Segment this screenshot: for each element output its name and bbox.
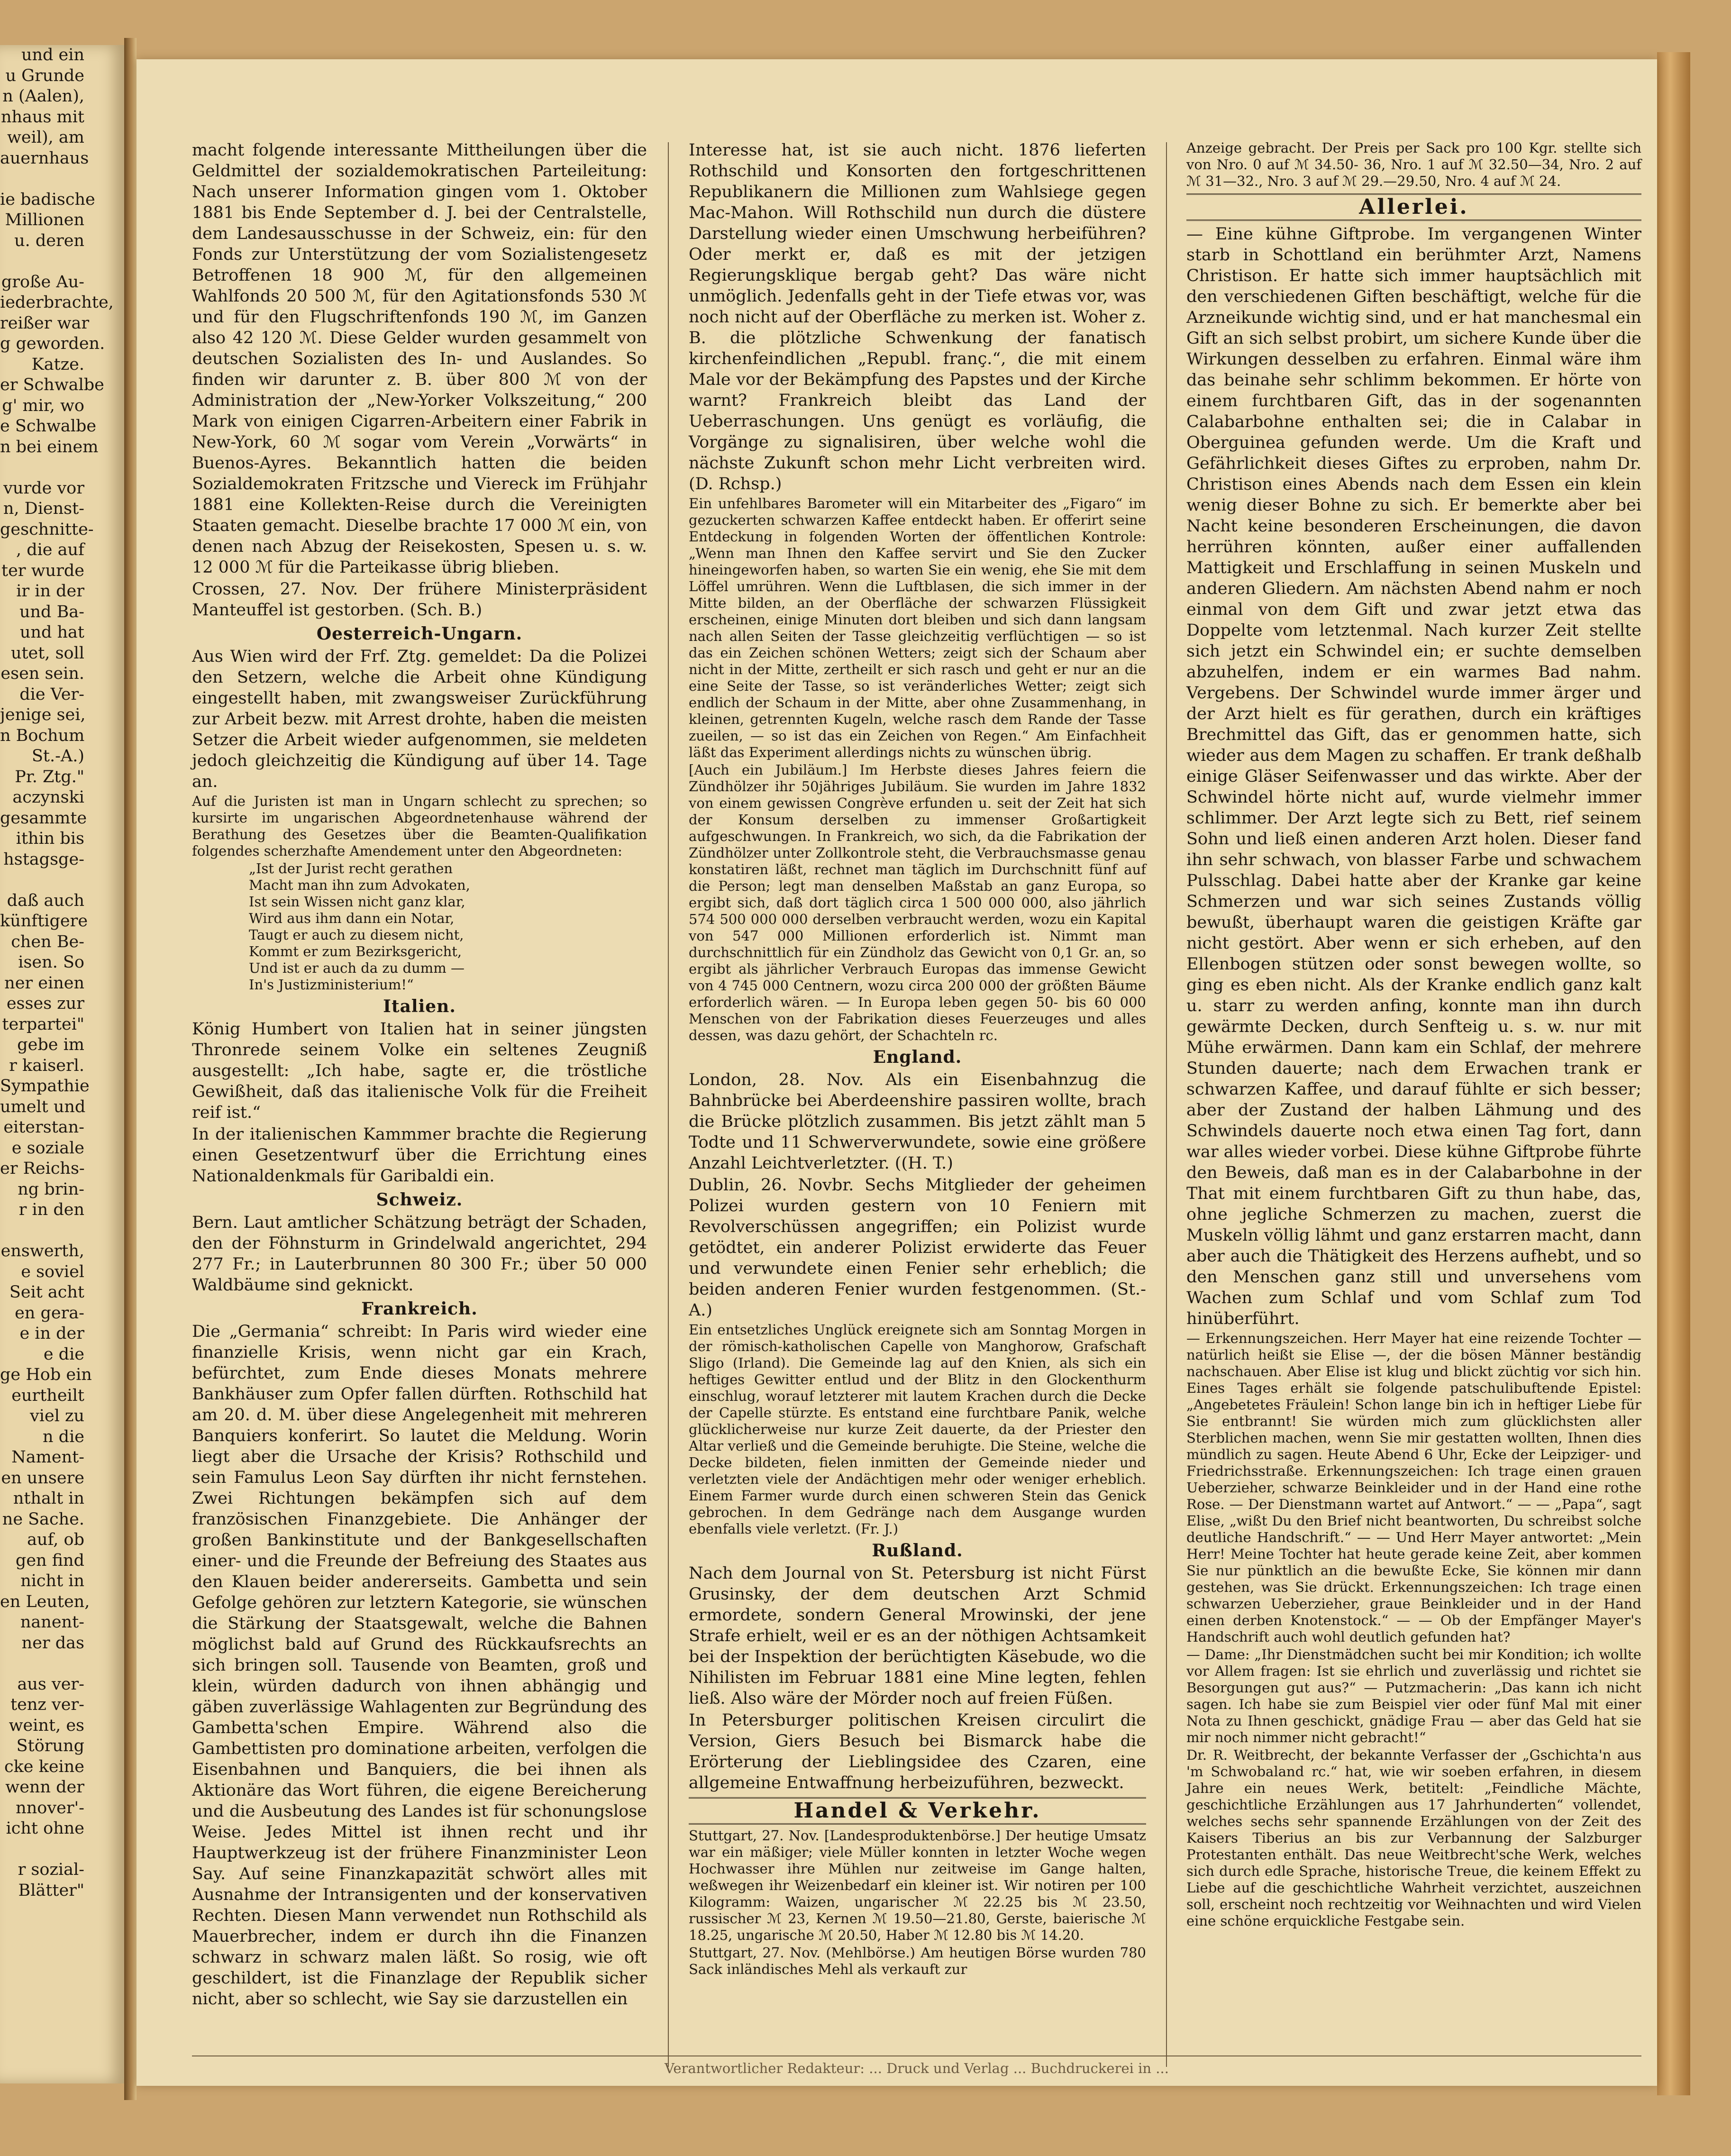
- left-page-line: [0, 1839, 124, 1860]
- article-milliner-joke: — Dame: „Ihr Dienstmädchen sucht bei mir Kondition; ich wollte vor Allem fragen: Ist sie ehrlich und zuverlässig und richtet sie Besorgungen gut aus?“ — Putzmacherin: „Das kann ich nicht sagen. Ich habe sie zum Beispiel vier oder fünf Mal mit einer Nota zu Ihnen geschickt, gnädige Frau — aber das Geld hat sie mir noch nimmer nicht gebracht!“: [1186, 1646, 1641, 1745]
- newspaper-page: [137, 59, 1657, 2086]
- left-page-line: ner das: [21, 1633, 84, 1653]
- left-page-line: weil), am: [7, 128, 84, 147]
- article-socialist-funds: macht folgende interessante Mittheilungen über die Geldmittel der sozialdemokratischen Parteileitung: Nach unserer Information gingen vom 1. Oktober 1881 bis Ende September d. J. bei der Centralstelle, dem Landesausschusse in der Schweiz, ein: für den Fonds zur Unterstützung der vom Sozialistengesetz Betroffenen 18 900 ℳ, für den allgemeinen Wahlfonds 20 500 ℳ, für den Agitationsfonds 530 ℳ und für den Flugschriftenfonds 190 ℳ, im Ganzen also 42 120 ℳ. Diese Gelder wurden gesammelt von deutschen Sozialisten des In- und Auslandes. So finden wir darunter z. B. über 800 ℳ von der Administration der „New-Yorker Volkszeitung,“ 200 Mark von einigen Cigarren-Arbeitern einer Fabrik in New-York, 60 ℳ sogar vom Verein „Vorwärts“ in Buenos-Ayres. Bekanntlich hatten die beiden Sozialdemokraten Fritzsche und Viereck im Frühjahr 1881 eine Kollekten-Reise durch die Vereinigten Staaten gemacht. Dieselbe brachte 17 000 ℳ ein, von denen nach Abzug der Reisekosten, Spesen u. s. w. 12 000 ℳ für die Parteikasse übrig blieben.: [192, 141, 647, 577]
- left-page-line: hstagsge-: [3, 850, 84, 869]
- column-rule: [1166, 142, 1167, 2067]
- left-page-line: nanent-: [20, 1613, 84, 1632]
- left-page-line: ir in der: [16, 582, 84, 601]
- article-flour-prices: Anzeige gebracht. Der Preis per Sack pro 100 Kgr. stellte sich von Nro. 0 auf ℳ 34.50- 36, Nro. 1 auf ℳ 32.50—34, Nro. 2 auf ℳ 31—32., Nro. 3 auf ℳ 29.—29.50, Nro. 4 auf ℳ 24.: [1186, 140, 1641, 189]
- left-page-line: reißer war: [0, 313, 90, 333]
- article-hungary-jurists: Auf die Juristen ist man in Ungarn schlecht zu sprechen; so kursirte im ungarischen Abgeordnetenhause während der Berathung des Gesetzes über die Beamten-Qualifikation folgendes scherzhafte Amendement unter den Abgeordneten:: [192, 793, 647, 859]
- left-page-line: daß auch: [7, 891, 84, 910]
- left-page-line: utet, soll: [10, 643, 84, 663]
- left-page-line: n Bochum: [0, 726, 85, 745]
- left-page-line: [0, 1221, 124, 1242]
- left-page-line: ge Hob ein: [0, 1365, 92, 1384]
- left-page-line: weint, es: [9, 1716, 84, 1735]
- left-page-line: Sympathie: [0, 1077, 90, 1096]
- left-page-line: ne Sache.: [2, 1509, 84, 1529]
- poem-line: Macht man ihn zum Advokaten,: [249, 877, 470, 893]
- left-page-line: iederbrachte,: [0, 293, 114, 312]
- left-page-line: nnover'-: [16, 1798, 84, 1818]
- left-page-line: n die: [43, 1427, 84, 1446]
- page-footer: Verantwortlicher Redakteur: ... Druck und Verlag ... Buchdruckerei in ...: [192, 2056, 1641, 2076]
- left-page-line: e in der: [19, 1324, 84, 1343]
- left-page-line: terpartei": [2, 1014, 84, 1034]
- left-page-line: en unsere: [1, 1468, 84, 1488]
- left-page-line: n (Aalen),: [2, 87, 84, 106]
- left-page-line: ithin bis: [16, 829, 84, 848]
- article-giers-bismarck: In Petersburger politischen Kreisen circulirt die Version, Giers Besuch bei Bismarck habe die Erörterung der Lieblingsidee des Czaren, eine allgemeine Entwaffnung herbeizuführen, bezweckt.: [689, 1711, 1146, 1792]
- left-page-line: ie badische: [0, 190, 95, 209]
- column-3: [1186, 140, 1641, 1930]
- left-page-line: [0, 169, 124, 190]
- article-petersburg-journal: Nach dem Journal von St. Petersburg ist nicht Fürst Grusinsky, der dem deutschen Arzt Schmid ermordete, sondern General Mrowinski, der jene Strafe erhielt, weil er es an der nöthigen Achtsamkeit bei der Inspektion der berüchtigten Käsebude, wo die Nihilisten im Februar 1881 eine Mine legten, fehlen ließ. Also wäre der Mörder noch auf freien Füßen.: [689, 1564, 1146, 1708]
- left-page-line: n bei einem: [0, 437, 99, 457]
- left-page-line: viel zu: [30, 1407, 84, 1425]
- section-heading-england: England.: [873, 1047, 962, 1067]
- article-paris-crisis: Die „Germania“ schreibt: In Paris wird wieder eine finanzielle Krisis, wenn nicht gar ein Krach, befürchtet, zum Ende dieses Monats mehrere Bankhäuser zum Opfer fallen dürften. Rothschild hat am 20. d. M. über diese Angelegenheit mit mehreren Banquiers konferirt. So lautet die Meldung. Worin liegt aber die Ursache der Krisis? Rothschild und sein Famulus Leon Say dürften ihr nicht fernstehen. Zwei Richtungen bekämpfen sich auf dem französischen Finanzgebiete. Die Anhänger der großen Bankinstitute und der Bankgesellschaften einer- und die Freunde der Befreiung des Staates aus den Klauen beider andererseits. Gambetta und sein Gefolge gehören zur letztern Kategorie, sie wünschen die Stärkung der Staatsgewalt, welche die Bahnen möglichst bald auf Grund des Rückkaufsrechts an sich bringen soll. Tausende von Beamten, groß und klein, würden dadurch von ihnen abhängig und gäben zuverlässige Wahlagenten zur Begründung des Gambetta'schen Empire. Während also die Gambettisten pro dominatione arbeiten, verfolgen die Eisenbahnen und Banquiers, die bei ihnen als Aktionäre das Wort führen, die eigene Bereicherung und die Ausbeutung des Landes ist für schonungslose Weise. Jedes Mittel ist ihnen recht und ihr Hauptwerkzeug ist der frühere Finanzminister Leon Say. Auf seine Finanzkapazität schwört alles mit Ausnahme der Intransigenten und der konservativen Rechten. Diesen Mann verwendet nun Rothschild als Mauerbrecher, indem er durch ihn die Finanzen schwarz in schwarz malen läßt. So rosig, wie oft geschildert, ist die Finanzlage der Republik sicher nicht, aber so schlecht, wie Say sie darzustellen ein: [192, 1322, 647, 2009]
- left-page-line: icht ohne: [6, 1819, 84, 1838]
- section-heading-miscellany: Allerlei.: [1186, 193, 1641, 221]
- left-page-fragment: [0, 45, 124, 2083]
- left-page-line: Katze.: [31, 355, 84, 374]
- left-page-line: vurde vor: [3, 478, 84, 498]
- left-page-line: er Schwalbe: [0, 375, 104, 394]
- left-page-line: ng brin-: [18, 1179, 84, 1199]
- left-page-line: und hat: [19, 623, 84, 642]
- section-heading-russia: Rußland.: [872, 1541, 963, 1561]
- left-page-line: n, Dienst-: [3, 499, 84, 518]
- article-king-humbert: König Humbert von Italien hat in seiner jüngsten Thronrede seinem Volke ein seltenes Zeugniß ausgestellt: „Ich habe, sagte er, die tröstliche Gewißheit, daß das italienische Volk für die Freiheit reif ist.“: [192, 1020, 647, 1122]
- left-page-line: esen sein.: [0, 664, 84, 683]
- column-rule: [668, 142, 669, 2067]
- left-page-line: umelt und: [0, 1097, 86, 1116]
- left-page-line: auernhaus: [0, 148, 89, 168]
- section-heading-italy: Italien.: [383, 996, 456, 1016]
- left-page-line: [0, 1654, 124, 1674]
- article-london-bridge: London, 28. Nov. Als ein Eisenbahnzug die Bahnbrücke bei Aberdeenshire passiren wollte, brach die Brücke plötzlich zusammen. Bis jetzt zählt man 5 Todte und 11 Schwerverwundete, sowie eine größere Anzahl Leichtverletzter. ((H. T.): [689, 1070, 1146, 1173]
- section-heading-france: Frankreich.: [361, 1299, 478, 1319]
- section-heading-trade: Handel & Verkehr.: [689, 1797, 1146, 1825]
- article-matches-jubilee: [Auch ein Jubiläum.] Im Herbste dieses Jahres feiern die Zündhölzer ihr 50jähriges Jubiläum. Sie wurden im Jahre 1832 von einem gewissen Congrève erfunden u. seit der Zeit hat sich der Konsum derselben zu immenser Großartigkeit aufgeschwungen. In Frankreich, wo sich, da die Fabrikation der Zündhölzer unter Zollkontrole steht, die Verbrauchsmasse genau konstatiren läßt, rechnet man täglich im Durchschnitt fünf auf die Person; legt man denselben Maßstab an ganz Europa, so ergibt sich, daß dort täglich circa 1 500 000 000, also jährlich 574 500 000 000 derselben verbraucht werden, wozu ein Kapital von 547 000 Millionen erforderlich ist. Nimmt man durchschnittlich für ein Zündholz das Gewicht von 0,1 Gr. an, so ergibt als jährlicher Verbrauch Europas das immense Gewicht von 4 745 000 Centnern, wozu circa 200 000 der größten Bäume erforderlich wären. — In Europa leben gegen 50- bis 60 000 Menschen von der Fabrikation dieses Feuerzeuges und alles dessen, was dazu gehört, der Schachteln rc.: [689, 762, 1146, 1043]
- left-page-line: u Grunde: [5, 66, 84, 85]
- left-page-line: jenige sei,: [0, 705, 86, 724]
- left-page-line: Millionen: [5, 210, 84, 229]
- column-2: [689, 140, 1146, 1979]
- article-rothschild-continued: Interesse hat, ist sie auch nicht. 1876 lieferten Rothschild und Konsorten den fortgeschrittenen Republikanern die Millionen zum Wahlsiege gegen Mac-Mahon. Will Rothschild nun durch die düstere Darstellung wieder einen Umschwung herbeiführen? Oder merkt er, daß es mit der jetzigen Regierungsklique bergab geht? Das wäre nicht unmöglich. Jedenfalls geht in der Tiefe etwas vor, was noch nicht auf der Oberfläche zu merken ist. Woher z. B. die plötzliche Schwenkung der fanatisch kirchenfeindlichen „Republ. franç.“, die mit einem Male vor der Bekämpfung des Papstes und der Kirche warnt? Frankreich bleibt das Land der Ueberraschungen. Uns genügt es vorläufig, die Vorgänge zu signalisiren, über welche wohl die nächste Zukunft schon mehr Licht verbreiten wird. (D. Rchsp.): [689, 141, 1146, 493]
- article-poison-test: — Eine kühne Giftprobe. Im vergangenen Winter starb in Schottland ein berühmter Arzt, Namens Christison. Er hatte sich immer hauptsächlich mit den verschiedenen Giften beschäftigt, welche für die Arzneikunde wichtig sind, und er hat manchesmal ein Gift an sich selbst probirt, um sichere Kunde über die Wirkungen desselben zu erfahren. Einmal wäre ihm das beinahe sehr schlimm bekommen. Er hörte von einem furchtbaren Gift, das in der sogenannten Calabarbohne enthalten sei; die in Calabar in Oberguinea gefunden werde. Um die Kraft und Gefährlichkeit dieses Giftes zu erproben, nahm Dr. Christison eines Abends nach dem Essen ein klein wenig dieser Bohne zu sich. Er bemerkte aber bei Nacht keine besonderen Erscheinungen, die davon herrühren könnten, außer einer auffallenden Mattigkeit und Erschlaffung in seinen Muskeln und anderen Gliedern. Am nächsten Abend nahm er noch einmal von dem Gift und zwar jetzt etwa das Doppelte vom letztenmal. Nach kurzer Zeit stellte sich jetzt ein Schwindel ein; er suchte demselben abzuhelfen, indem er ein warmes Bad nahm. Vergebens. Der Schwindel wurde immer ärger und der Arzt hielt es für gerathen, durch ein kräftiges Brechmittel das Gift, das er genommen hatte, sich wieder aus dem Magen zu schaffen. Er trank deßhalb einige Gläser Seifenwasser und das wirkte. Aber der Schwindel hörte nicht auf, wurde vielmehr immer schlimmer. Der Arzt legte sich zu Bett, rief seinem Sohn und ließ einen anderen Arzt holen. Dieser fand ihn sehr schwach, von blasser Farbe und schwachem Pulsschlag. Dabei hatte aber der Kranke gar keine Schmerzen und war sich seines Zustands völlig bewußt, überhaupt waren die geistigen Kräfte gar nicht gestört. Aber wenn er sich erheben, auf den Ellenbogen stützen oder sonst bewegen wollte, so ging es eben nicht. Als der Kranke endlich ganz kalt u. starr zu werden anfing, konnte man ihn durch gewärmte Decken, durch Senfteig u. s. w. nur mit Mühe erwärmen. Dann kam ein Schlaf, der mehrere Stunden dauerte; nach dem Erwachen trank er schwarzen Kaffee, und darauf fühlte er sich besser; aber der Zustand der halben Lähmung und des Schwindels dauerte noch etwa einen Tag fort, dann war alles wieder vorbei. Diese kühne Giftprobe führte den Beweis, daß man es in der Calabarbohne in der That mit einem furchtbaren Gift zu thun habe, das, ohne jegliche Schmerzen zu machen, zuerst die Muskeln völlig lähmt und ganz erstarren macht, dann aber auch die Thätigkeit des Herzens aufhebt, und so den Menschen ganz still und unversehens vom Wachen zum Schlaf und vom Schlaf zum Tod hinüberführt.: [1186, 225, 1641, 1328]
- left-page-line: aus ver-: [17, 1674, 84, 1694]
- left-page-line: u. deren: [14, 231, 84, 250]
- left-page-line: e soviel: [21, 1262, 84, 1281]
- left-page-line: r sozial-: [18, 1860, 84, 1879]
- article-sligo-chapel: Ein entsetzliches Unglück ereignete sich am Sonntag Morgen in der römisch-katholischen Capelle von Manghorow, Grafschaft Sligo (Irland). Die Gemeinde lag auf den Knien, als sich ein heftiges Gewitter entlud und der Blitz in den Glockenthurm einschlug, worauf letzterer mit lautem Krachen durch die Decke der Capelle stürzte. Es entstand eine furchtbare Panik, welche glücklicherweise nur kurze Zeit dauerte, da der Priester den Altar verließ und die Gemeinde beruhigte. Die Steine, welche die Decke bildeten, fielen inmitten der Gemeinde nieder und verletzten viele der Andächtigen mehr oder weniger erheblich. Einem Farmer wurde durch einen schweren Stein das Genick gebrochen. In dem Gedränge nach dem Ausgange wurden ebenfalls viele verletzt. (Fr. J.): [689, 1322, 1146, 1537]
- article-crossen: Crossen, 27. Nov. Der frühere Ministerpräsident Manteuffel ist gestorben. (Sch. B.): [192, 580, 647, 620]
- left-page-line: gebe im: [17, 1035, 84, 1054]
- poem-line: Und ist er auch da zu dumm —: [249, 960, 465, 976]
- left-page-line: auf, ob: [27, 1530, 84, 1549]
- left-page-line: St.-A.): [31, 747, 84, 766]
- poem-line: Taugt er auch zu diesem nicht,: [249, 927, 464, 943]
- section-heading-switzerland: Schweiz.: [376, 1190, 463, 1210]
- left-page-line: e soziale: [11, 1138, 84, 1158]
- poem-line: „Ist der Jurist recht gerathen: [249, 860, 453, 877]
- left-page-line: r kaiserl.: [9, 1056, 84, 1075]
- left-page-line: und Ba-: [19, 602, 84, 621]
- article-garibaldi: In der italienischen Kammmer brachte die Regierung einen Gesetzentwurf über die Errichtung eines Nationaldenkmals für Garibaldi ein.: [192, 1125, 647, 1186]
- left-page-line: nhaus mit: [0, 107, 84, 127]
- left-page-line: eurtheilt: [11, 1386, 84, 1405]
- left-page-line: , die auf: [16, 540, 84, 559]
- column-1: [192, 140, 647, 2010]
- left-page-line: tenz ver-: [10, 1695, 84, 1714]
- left-page-line: ter wurde: [1, 561, 84, 580]
- article-vienna-typesetters: Aus Wien wird der Frf. Ztg. gemeldet: Da die Polizei den Setzern, welche die Arbeit ohne Kündigung eingestellt haben, mit zwangsweiser Zurückführung zur Arbeit bezw. mit Arrest drohte, haben die meisten Setzer die Arbeit wieder aufgenommen, sie meldeten jedoch gleichzeitig die Kündigung auf über 14. Tage an.: [192, 647, 647, 791]
- left-page-line: [0, 457, 124, 478]
- section-heading-austria: Oesterreich-Ungarn.: [316, 624, 523, 644]
- book-gutter: [124, 38, 137, 2100]
- article-coffee-barometer: Ein unfehlbares Barometer will ein Mitarbeiter des „Figaro“ im gezuckerten schwarzen Kaffee entdeckt haben. Er offerirt seine Entdeckung in folgenden Worten der öffentlichen Kontrole: „Wenn man Ihnen den Kaffee servirt und Sie den Zucker hineingeworfen haben, so warten Sie ein wenig, ehe Sie mit dem Löffel umrühren. Wenn die Luftblasen, die sich immer in der Mitte bilden, an der Oberfläche der schwarzen Flüssigkeit erscheinen, einige Minuten dort bleiben und sich dann langsam nach allen Seiten der Tasse gleichzeitig verflüchtigen — so ist das ein Zeichen schönen Wetters; zeigt sich der Schaum aber nicht in der Mitte, zertheilt er sich rasch und geht er nur an die eine Seite der Tasse, so ist veränderliches Wetter; zeigt sich endlich der Schaum in der Mitte, aber ohne Zusammenhang, in kleinen, getrennten Kugeln, welche rasch dem Rande der Tasse zueilen, — so ist das ein Zeichen von Regen.“ Am Einfachheit läßt das Experiment allerdings nichts zu wünschen übrig.: [689, 495, 1146, 760]
- left-page-line: en Leuten,: [0, 1592, 90, 1611]
- left-page-line: die Ver-: [19, 685, 84, 704]
- left-page-line: ner einen: [4, 973, 84, 993]
- left-page-line: Pr. Ztg.": [15, 767, 84, 786]
- left-page-line: geschnitte-: [0, 520, 94, 539]
- left-page-line: gen find: [15, 1551, 84, 1570]
- left-page-line: e die: [43, 1344, 84, 1364]
- left-page-line: nicht in: [20, 1571, 84, 1590]
- poem-jurist: [249, 860, 647, 993]
- left-page-line: e Schwalbe: [0, 417, 97, 436]
- left-page-line: Störung: [16, 1736, 84, 1755]
- left-page-line: große Au-: [1, 272, 84, 292]
- article-dublin-fenians: Dublin, 26. Novbr. Sechs Mitglieder der geheimen Polizei wurden gestern von 10 Feniern mit Revolverschüssen angegriffen; ein Polizist wurde getödtet, ein anderer Polizist erwiderte das Feuer und verwundete einen Fenier sehr erheblich; die beiden anderen Fenier wurden festgenommen. (St.-A.): [689, 1176, 1146, 1320]
- article-recognition-sign: — Erkennungszeichen. Herr Mayer hat eine reizende Tochter — natürlich heißt sie Elise —, der die bösen Männer beständig nachschauen. Aber Elise ist klug und blickt züchtig vor sich hin. Eines Tages erhält sie folgende patschulibuftende Epistel: „Angebetetes Fräulein! Schon lange bin ich in heftiger Liebe für Sie entbrannt! Sie würden mich zum glücklichsten aller Sterblichen machen, wenn Sie mir gestatten wollten, Ihnen dies mündlich zu sagen. Heute Abend 6 Uhr, Ecke der Leipziger- und Friedrichsstraße. Erkennungszeichen: Ich trage einen grauen Ueberzieher, schwarze Beinkleider und in der Hand eine rothe Rose. — Der Dienstmann wartet auf Antwort.“ — — „Papa“, sagt Elise, „wißt Du den Brief nicht beantworten, Du schreibst solche deutliche Handschrift.“ — — Und Herr Mayer antwortet: „Mein Herr! Meine Tochter hat heute gerade keine Zeit, aber kommen Sie nur pünktlich an die bewußte Ecke, Sie können mir dann gestehen, was Sie drückt. Erkennungszeichen: Ich trage einen schwarzen Ueberzieher, graue Beinkleider und in der Hand einen derben Knotenstock.“ — — Ob der Empfänger Mayer's Handschrift auch wohl deutlich gefunden hat?: [1186, 1330, 1641, 1645]
- article-weitbrecht-book: Dr. R. Weitbrecht, der bekannte Verfasser der „Gschichta'n aus 'm Schwobaland rc.“ hat, wie wir soeben erfahren, in diesem Jahre ein neues Werk, betitelt: „Feindliche Mächte, geschichtliche Erzählungen aus 17 Jahrhunderten“ vollendet, welches sechs sehr spannende Erzählungen von der Zeit des Kaisers Tiberius an bis zur Verbannung der Salzburger Protestanten enthält. Das neue Weitbrecht'sche Werk, welches sich durch edle Sprache, historische Treue, die keinem Effekt zu Liebe auf die geschichtliche Wahrheit verzichtet, auszeichnen soll, erscheint noch rechtzeitig vor Weihnachten und wird Vielen eine schöne erquickliche Festgabe sein.: [1186, 1747, 1641, 1929]
- left-page-line: isen. So: [18, 953, 84, 972]
- book-cover-edge: [1657, 52, 1690, 2095]
- left-page-line: und ein: [21, 46, 84, 64]
- article-bern-storm: Bern. Laut amtlicher Schätzung beträgt der Schaden, den der Föhnsturm in Grindelwald angerichtet, 294 277 Fr.; in Lauterbrunnen 80 300 Fr.; über 50 000 Waldbäume sind geknickt.: [192, 1213, 647, 1295]
- left-page-line: wenn der: [5, 1778, 84, 1797]
- left-page-line: esses zur: [6, 994, 84, 1013]
- poem-line: Wird aus ihm dann ein Notar,: [249, 910, 455, 926]
- left-page-line: chen Be-: [11, 932, 84, 951]
- left-page-line: Nament-: [11, 1448, 84, 1467]
- left-page-line: r in den: [18, 1200, 84, 1219]
- left-page-line: g geworden.: [0, 334, 105, 353]
- poem-line: Ist sein Wissen nicht ganz klar,: [249, 894, 465, 910]
- left-page-line: gesammte: [0, 808, 87, 828]
- left-page-line: enswerth,: [0, 1242, 84, 1261]
- left-page-line: eiterstan-: [3, 1118, 84, 1137]
- left-page-line: Blätter": [18, 1881, 84, 1900]
- left-page-line: [0, 251, 124, 272]
- poem-line: In's Justizministerium!“: [249, 977, 414, 993]
- left-page-line: aczynski: [12, 788, 84, 807]
- left-page-line: nthalt in: [13, 1489, 84, 1508]
- left-page-line: [0, 870, 124, 891]
- left-page-line: cke keine: [4, 1757, 84, 1776]
- left-page-line: en gera-: [15, 1303, 84, 1323]
- left-page-line: Seit acht: [9, 1283, 84, 1302]
- article-stuttgart-produce: Stuttgart, 27. Nov. [Landesproduktenbörse.] Der heutige Umsatz war ein mäßiger; viele Müller konnten in letzter Woche wegen Hochwasser ihre Mühlen nur zeitweise im Gange halten, weßwegen ihr Weizenbedarf ein kleiner ist. Wir notiren per 100 Kilogramm: Waizen, ungarischer ℳ 22.25 bis ℳ 23.50, russischer ℳ 23, Kernen ℳ 19.50—21.80, Gerste, baierische ℳ 18.25, ungarische ℳ 20.50, Haber ℳ 12.80 bis ℳ 14.20.: [689, 1827, 1146, 1943]
- left-page-line: er Reichs-: [0, 1159, 85, 1178]
- article-stuttgart-flour: Stuttgart, 27. Nov. (Mehlbörse.) Am heutigen Börse wurden 780 Sack inländisches Mehl als verkauft zur: [689, 1945, 1146, 1977]
- left-page-line: künftigere: [0, 912, 88, 931]
- left-page-line: g' mir, wo: [2, 396, 84, 415]
- poem-line: Kommt er zum Bezirksgericht,: [249, 943, 462, 959]
